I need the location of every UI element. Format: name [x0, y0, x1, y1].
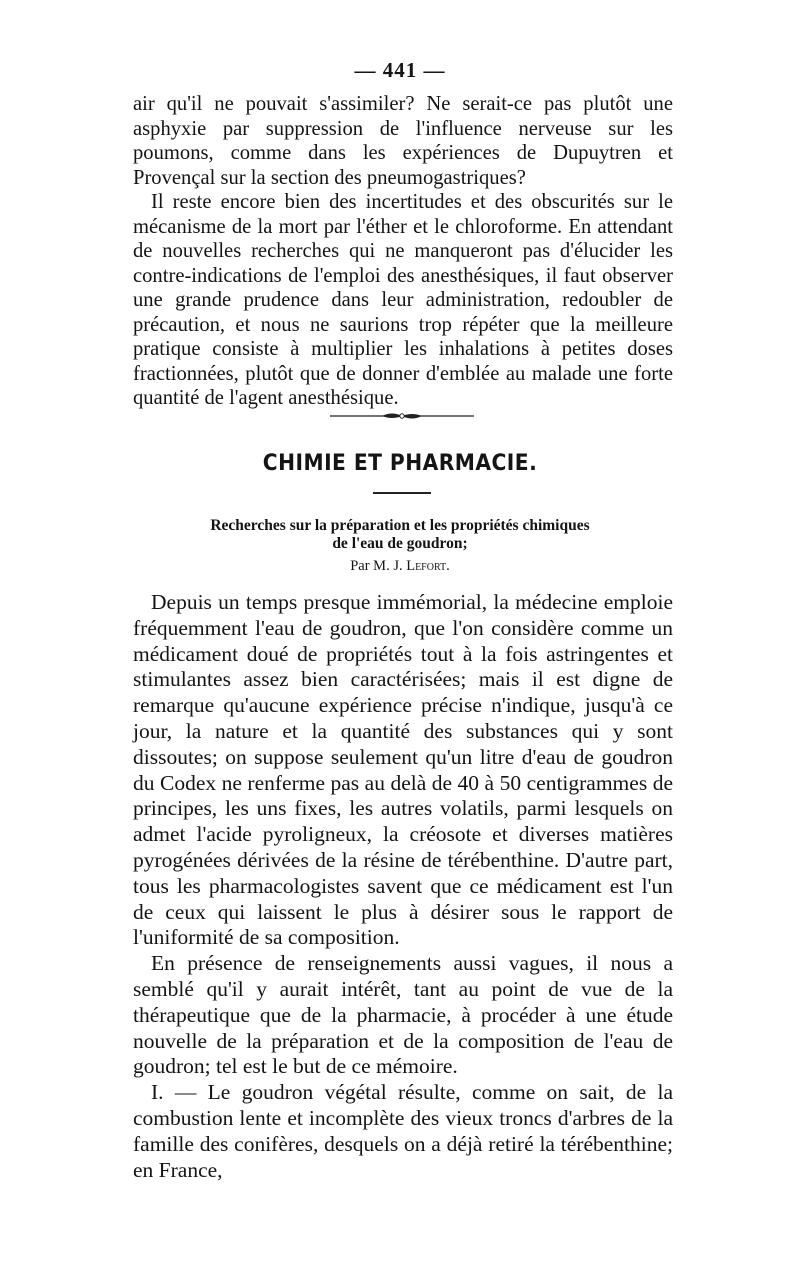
- paragraph-en-presence: En présence de renseignements aussi vagues, il nous a semblé qu'il y aurait intérêt, tant au point de vue de la thérapeutique que de la pharmacie, à procéder à une étude nouvelle de la préparation et de la composition de l'eau de goudron; tel est le but de ce mémoire.: [133, 951, 673, 1079]
- author-line: [0, 558, 800, 575]
- page-number: — 441 —: [354, 58, 446, 82]
- top-text-block: [133, 92, 673, 411]
- section-title: CHIMIE ET PHARMACIE.: [262, 451, 538, 476]
- article-body: [133, 590, 673, 1183]
- article-title: [120, 517, 680, 553]
- ornament-divider: [330, 410, 474, 422]
- paragraph-incertitudes: Il reste encore bien des incertitudes et des obscurités sur le mécanisme de la mort par l'éther et le chloroforme. En attendant de nouvelles recherches qui ne manqueront pas d'élucider les contre-indications de l'emploi des anesthésiques, il faut observer une grande prudence dans leur administration, redoubler de précaution, et nous ne saurions trop répéter que la meilleure pratique consiste à multiplier les inhalations à petites doses fractionnées, plutôt que de donner d'emblée au malade une forte quantité de l'agent anesthésique.: [133, 191, 673, 409]
- paragraph-asphyxie: air qu'il ne pouvait s'assimiler? Ne serait-ce pas plutôt une asphyxie par suppression de l'influence nerveuse sur les poumons, comme dans les expériences de Dupuytren et Provençal sur la section des pneumogastriques?: [133, 93, 673, 189]
- article-title-line-2: de l'eau de goudron;: [332, 535, 468, 552]
- paragraph-depuis: Depuis un temps presque immémorial, la médecine emploie fréquemment l'eau de goudron, que l'on considère comme un médicament doué de propriétés tout à la fois astringentes et stimulantes assez bien caractérisées; mais il est digne de remarque qu'aucune expérience précise n'indique, jusqu'à ce jour, la nature et la quantité des substances qui y sont dissoutes; on suppose seulement qu'un litre d'eau de goudron du Codex ne renferme pas au delà de 40 à 50 centigrammes de principes, les uns fixes, les autres volatils, parmi lesquels on admet l'acide pyroligneux, la créosote et diverses matières pyrogénées dérivées de la résine de térébenthine. D'autre part, tous les pharmacologistes savent que ce médicament est l'un de ceux qui laissent le plus à désirer sous le rapport de l'uniformité de sa composition.: [133, 590, 673, 950]
- article-title-line-1: Recherches sur la préparation et les propriétés chimiques: [210, 517, 590, 534]
- author-name: Lefort.: [406, 558, 450, 574]
- title-rule: [373, 492, 431, 494]
- paragraph-goudron-vegetal: I. — Le goudron végétal résulte, comme on sait, de la combustion lente et incomplète des vieux troncs d'arbres de la famille des conifères, desquels on a déjà retiré la térébenthine; en France,: [133, 1080, 673, 1182]
- author-prefix: Par M. J.: [350, 558, 407, 574]
